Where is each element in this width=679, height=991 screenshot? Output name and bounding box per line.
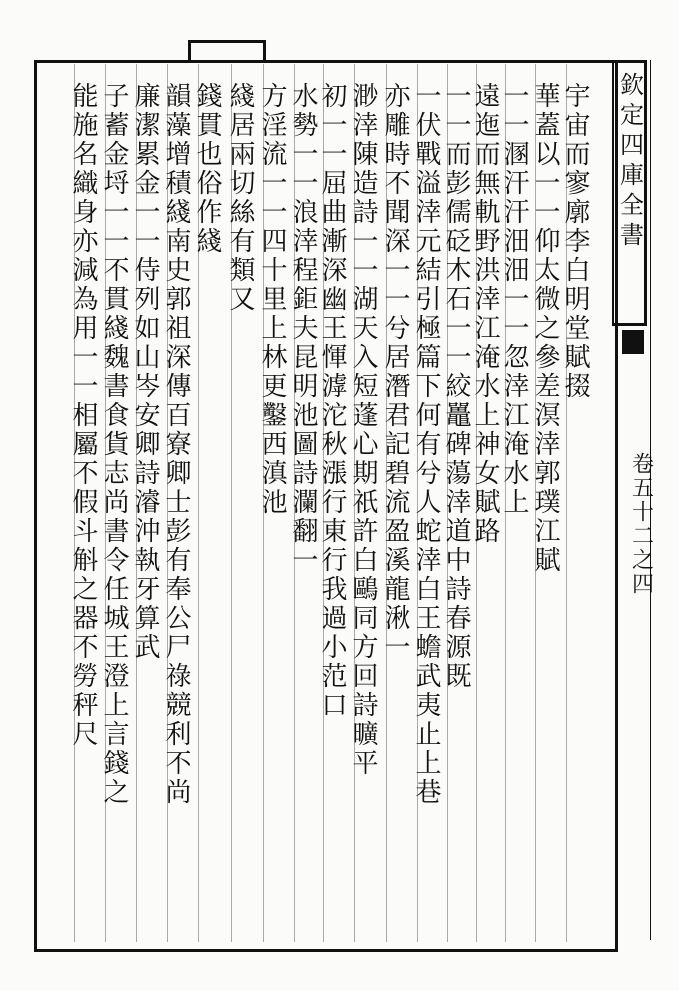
column-rule xyxy=(566,64,567,942)
column-rule xyxy=(386,64,387,942)
volume-label: 卷五十二之四 xyxy=(628,452,654,596)
book-title: 欽定四庫全書 xyxy=(615,72,644,252)
column-rule xyxy=(263,64,264,942)
column-rule xyxy=(105,64,106,942)
column-text: 韻藻增積綫南史郭祖深傳百寮卿士彭有奉公尸祿競利不尚 xyxy=(161,82,191,807)
column-rule xyxy=(323,64,324,942)
column-text: 渺涬陳造詩一一湖天入短蓬心期祇許白鷗同方回詩曠平 xyxy=(348,82,378,778)
column-rule xyxy=(198,64,199,942)
column-text: 遠迤而無軌野洪涬江淹水上神女賦路 xyxy=(470,82,500,546)
column-rule xyxy=(417,64,418,942)
column-rule xyxy=(476,64,477,942)
column-text: 一伏戰溢涬元結引極篇下何有兮人蛇涬白王蟾武夷止上巷 xyxy=(411,82,441,807)
header-book-title xyxy=(615,72,644,252)
column-text: 亦雕時不聞深一一兮居潛君記碧流盈溪龍湫一 xyxy=(380,82,410,662)
column-text: 一一溷汗汗沺沺一一忽涬江淹水上 xyxy=(499,82,529,517)
column-text: 錢貫也俗作綫 xyxy=(192,82,222,256)
entry-bracket xyxy=(188,40,266,63)
header-black-tab xyxy=(622,330,644,354)
column-rule xyxy=(447,64,448,942)
column-rule xyxy=(354,64,355,942)
column-text: 一一而彭儒砭木石一一絞鼉碑蕩涬道中詩春源既 xyxy=(441,82,471,691)
column-text: 能施名織身亦減為用一一相屬不假斗斛之器不勞秤尺 xyxy=(68,82,98,749)
header-volume xyxy=(626,452,656,596)
column-text: 廉潔累金一一侍列如山岑安卿詩濬沖執牙算武 xyxy=(130,82,160,662)
column-rule xyxy=(505,64,506,942)
column-rule xyxy=(535,64,536,942)
column-text: 宇宙而寥廓李白明堂賦掇 xyxy=(560,82,590,401)
column-text: 水勢一一浪涬程鉅夫昆明池圖詩瀾翻一 xyxy=(288,82,318,575)
column-text: 初一一屈曲漸深幽王惲滹沱秋漲行東行我過小范口 xyxy=(317,82,347,720)
column-text: 方淫流一一四十里上林更鑿西滇池 xyxy=(257,82,287,517)
column-rule xyxy=(294,64,295,942)
column-rule xyxy=(136,64,137,942)
column-text: 綫居兩切絲有類又 xyxy=(225,82,255,314)
column-rule xyxy=(231,64,232,942)
column-rule xyxy=(74,64,75,942)
column-rule xyxy=(167,64,168,942)
column-text: 華蓋以一一仰太微之參差溟涬郭璞江賦 xyxy=(530,82,560,575)
column-text: 子蓄金埒一一不貫綫魏書食貨志尚書令任城王澄上言錢之 xyxy=(99,82,129,807)
